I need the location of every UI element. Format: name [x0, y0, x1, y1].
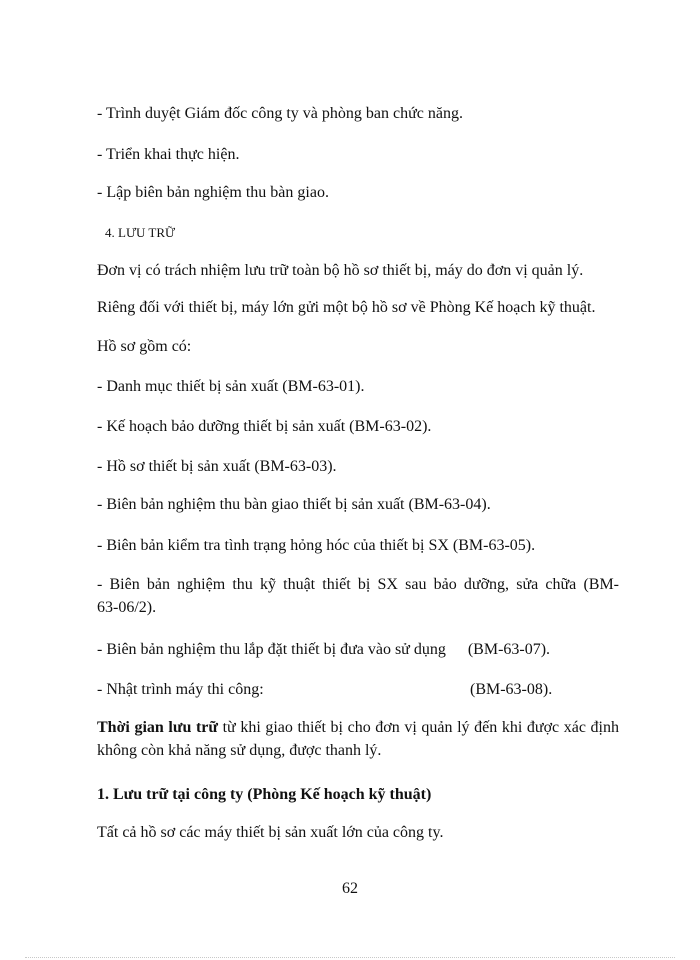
record-code: (BM-63-07).	[467, 641, 551, 658]
text-line: Tất cả hồ sơ các máy thiết bị sản xuất lớn của công ty.	[97, 824, 444, 841]
retention-text: từ khi giao thiết bị cho đơn vị quản lý đến khi được xác định không còn khả năng sử dụng, được thanh lý.	[97, 719, 619, 759]
record-label: - Biên bản nghiệm thu lắp đặt thiết bị đưa vào sử dụng	[97, 641, 446, 658]
record-code: (BM-63-08).	[470, 681, 553, 698]
record-item: - Hồ sơ thiết bị sản xuất (BM-63-03).	[97, 458, 337, 475]
record-item: - Danh mục thiết bị sản xuất (BM-63-01).	[97, 378, 365, 395]
record-item: - Biên bản kiểm tra tình trạng hỏng hóc của thiết bị SX (BM-63-05).	[97, 537, 536, 554]
text-line: Riêng đối với thiết bị, máy lớn gửi một bộ hồ sơ về Phòng Kế hoạch kỹ thuật.	[97, 299, 596, 316]
subsection-1-heading: 1. Lưu trữ tại công ty (Phòng Kế hoạch kỹ thuật)	[97, 786, 432, 803]
text-line: Hồ sơ gồm có:	[97, 338, 192, 355]
record-item	[97, 640, 550, 660]
record-item: - Kế hoạch bảo dưỡng thiết bị sản xuất (BM-63-02).	[97, 418, 432, 435]
text-line: - Lập biên bản nghiệm thu bàn giao.	[97, 184, 329, 201]
record-item: - Biên bản nghiệm thu kỹ thuật thiết bị SX sau bảo dưỡng, sửa chữa (BM-63-06/2).	[97, 576, 619, 616]
text-line: - Triển khai thực hiện.	[97, 146, 240, 163]
page-number: 62	[342, 880, 358, 897]
page-edge-divider	[25, 957, 675, 958]
record-item	[97, 680, 553, 700]
retention-label: Thời gian lưu trữ	[97, 719, 218, 736]
record-item: - Biên bản nghiệm thu bàn giao thiết bị sản xuất (BM-63-04).	[97, 496, 491, 513]
retention-paragraph	[97, 716, 619, 762]
text-line: - Trình duyệt Giám đốc công ty và phòng ban chức năng.	[97, 105, 463, 122]
record-label: - Nhật trình máy thi công:	[97, 681, 264, 698]
text-line: Đơn vị có trách nhiệm lưu trữ toàn bộ hồ sơ thiết bị, máy do đơn vị quản lý.	[97, 262, 584, 279]
section-4-heading: 4. LƯU TRỮ	[105, 225, 176, 240]
